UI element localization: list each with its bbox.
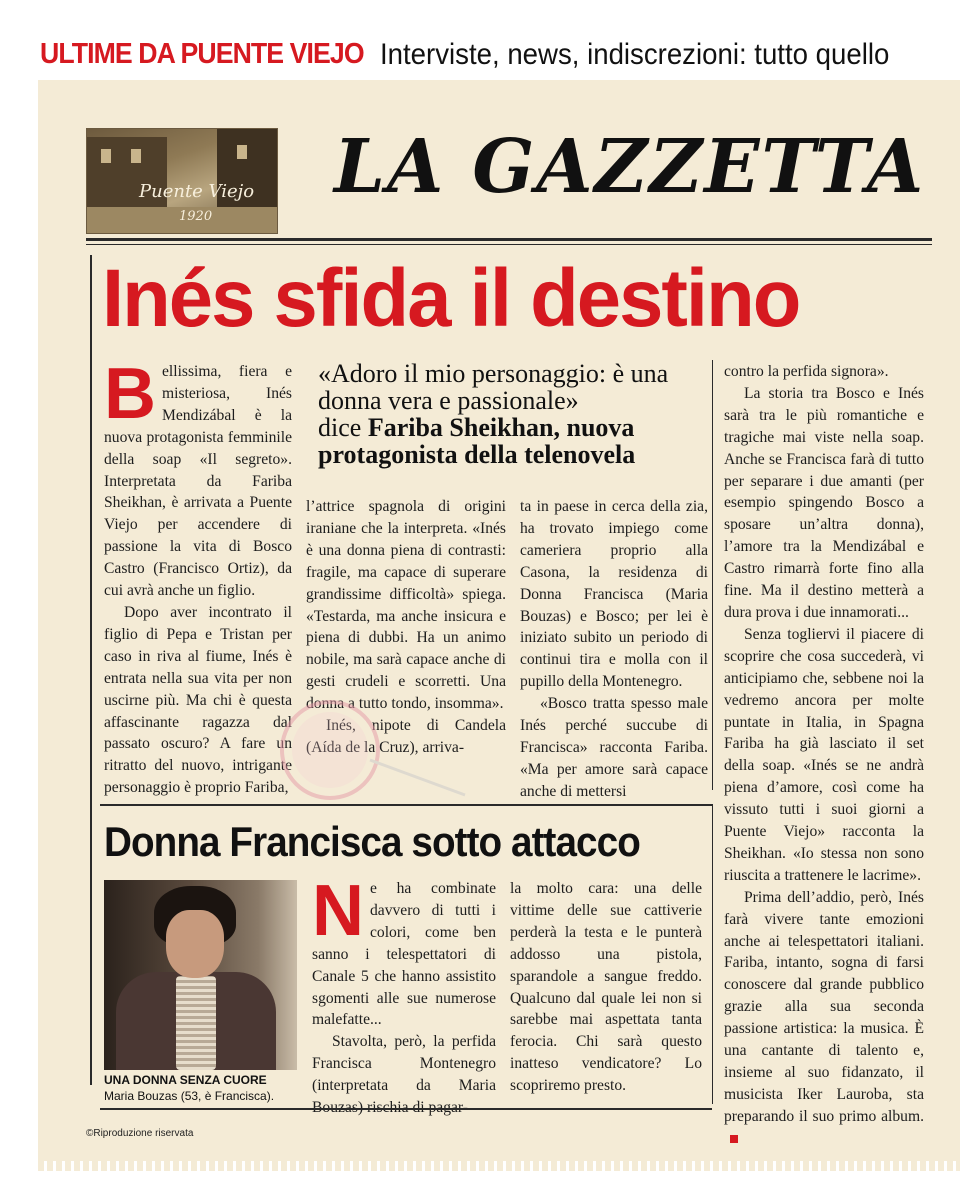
article-column-2 — [306, 496, 506, 759]
article-paragraph: Prima dell’addio, però, Inés farà vivere tante emozioni anche ai telespettatori italiani. Fariba, intanto, sogna di farsi conoscere dal grande pubblico grazie alla sua seconda passione artistica: la musica. È una cantante di talento e, insieme al suo fidanzato, il musicista Iker Lauroba, sta preparando il suo primo album. — [724, 888, 924, 1125]
photo-lace — [176, 976, 216, 1070]
pull-quote-prefix: dice — [318, 413, 362, 442]
sidebar-column-1 — [312, 871, 496, 1119]
sidebar-top-rule — [100, 804, 712, 806]
article-paragraph: Senza togliervi il piacere di scoprire che cosa succederà, vi anticipiamo che, sebbene noi la vedremo ancora per molte puntate in Italia, in Spagna Fariba ha già lasciato il set della soap. «Inés se ne andrà piena d’amore, così come ha vissuto tutti i suoi giorni a Puente Viejo» racconta la Sheikhan. «Io stessa non sono riuscita a trattenere le lacrime». — [724, 625, 924, 884]
end-mark — [730, 1135, 738, 1143]
left-border-rule — [90, 255, 92, 1085]
article-column-1 — [104, 354, 292, 799]
sidebar-bottom-rule — [100, 1108, 712, 1110]
article-paragraph: ta in paese in cerca della zia, ha trovato impiego come cameriera proprio alla Casona, la residenza di Donna Francisca (Maria Bouzas) e Bosco; per lei è iniziato subito un periodo di continui tira e molla con il pupillo della Montenegro. — [520, 498, 708, 691]
sidebar-paragraph: Stavolta, però, la perfida Francisca Montenegro (interpretata da Maria — [312, 1033, 496, 1095]
photo-window — [101, 149, 111, 163]
sidebar-paragraph: la molto cara: una delle vittime delle sue cattiverie perderà la testa e le punterà addosso una pistola, sparandole a sangue freddo. Qualcuno dal quale lei non si sarebbe mai aspettata tanta ferocia. Chi sarà questo inatteso vendicatore? Lo scopriremo presto. — [510, 880, 702, 1095]
dropcap-b: B — [104, 354, 156, 434]
caption-text: Maria Bouzas (53, è Francisca). — [104, 1089, 275, 1103]
caption-title: UNA DONNA SENZA CUORE — [104, 1073, 267, 1087]
pull-quote-attribution: Fariba Sheikhan, nuova protagonista della telenovela — [318, 413, 636, 469]
article-paragraph: Inés, nipote di Candela (Aída de la Cruz), arriva- — [306, 717, 506, 756]
sidebar-headline: Donna Francisca sotto attacco — [104, 818, 640, 865]
photo-window — [237, 145, 247, 159]
sidebar-column-2 — [510, 878, 702, 1097]
masthead-photo-year: 1920 — [179, 209, 213, 224]
dropcap-n: N — [312, 871, 364, 951]
article-paragraph: l’attrice spagnola di origini iraniane che la interpreta. «Inés è una donna piena di contrasti: fragile, ma capace di superare grandissime difficoltà» spiega. «Testarda, ma anche insicura e piena di dubbi. Ha un animo nobile, ma sarà capace anche di gesti crudeli e scorretti. Una donna a tutto tondo, insomma». — [306, 498, 506, 713]
top-strap — [0, 0, 960, 78]
masthead-rule — [86, 238, 932, 241]
main-headline: Inés sfida il destino — [102, 253, 800, 344]
section-kicker: ULTIME DA PUENTE VIEJO — [40, 38, 364, 70]
masthead-title: LA GAZZETTA — [334, 124, 926, 210]
sidebar-paragraph: e ha combinate davvero di tutti i colori, come ben sanno i telespettatori di Canale 5 che hanno assistito sgomenti alle sue numerose malefatte... — [312, 880, 496, 1029]
article-paragraph: contro la perfida signora». — [724, 363, 889, 380]
article-column-3 — [520, 496, 708, 803]
article-paragraph: Dopo aver incontrato il figlio di Pepa e Tristan per caso in riva al fiume, Inés è entrata nella sua vita per non uscirne più. Ma chi è questa affascinante ragazza dal passato oscuro? A fare un ritratto del nuovo, intrigante personaggio è proprio Fariba, — [104, 603, 292, 797]
article-paragraph: ellissima, fiera e misteriosa, Inés Mendizábal è la nuova protagonista femminile della soap «Il segreto». Interpretata da Fariba Sheikhan, è arrivata a Puente Viejo per accendere di passione la vita di Bosco Castro (Francisco Ortiz), da cui avrà anche un figlio. — [104, 363, 292, 600]
photo-face — [166, 910, 224, 978]
copyright-notice: ©Riproduzione riservata — [86, 1128, 194, 1139]
masthead-photo — [86, 128, 278, 234]
masthead-rule-thin — [86, 244, 932, 245]
actress-photo — [104, 880, 297, 1070]
article-paragraph: «Bosco tratta spesso male Inés perché succube di Francisca» racconta Fariba. «Ma per amore sarà capace anche di mettersi — [520, 695, 708, 800]
article-paragraph: La storia tra Bosco e Inés sarà tra le più romantiche e tragiche mai viste nella soap. Anche se Francisca farà di tutto per separare i due amanti (per esempio spingendo Bosco a sposare un’altra donna), l’amore tra la Mendizábal e Castro rimarrà forte fino alla fine. Ma il destino metterà a dura prova i due innamorati... — [724, 384, 924, 621]
photo-window — [131, 149, 141, 163]
pull-quote-text: «Adoro il mio personaggio: è una donna vera e passionale» — [318, 359, 669, 415]
section-strap: Interviste, news, indiscrezioni: tutto quello — [380, 38, 890, 71]
sidebar-right-rule — [712, 804, 713, 1104]
photo-caption — [104, 1072, 304, 1104]
article-column-4 — [724, 361, 924, 1150]
pull-quote — [318, 360, 718, 468]
masthead-photo-caption: Puente Viejo — [139, 181, 255, 202]
